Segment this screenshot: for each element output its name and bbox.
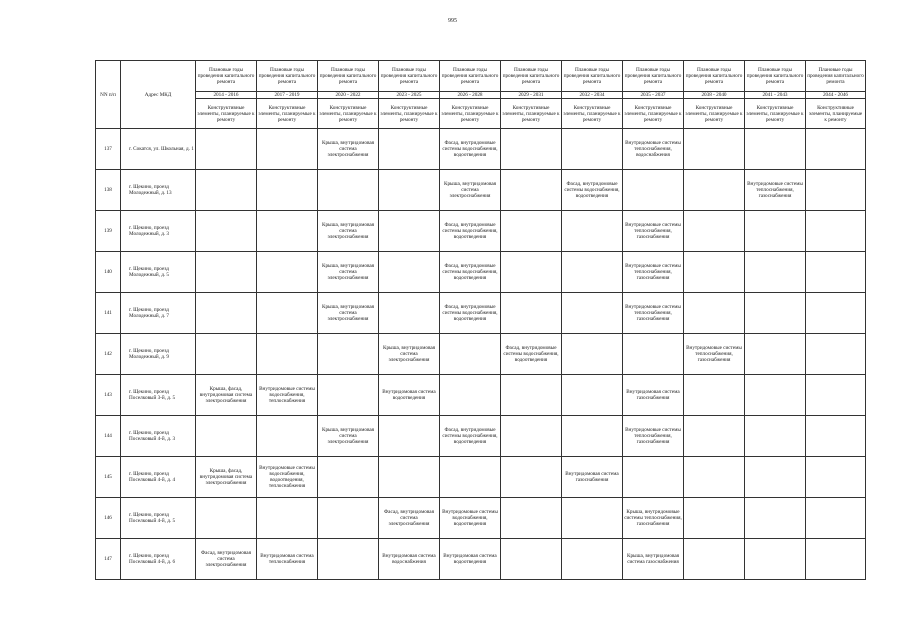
row-elements-cell: [806, 334, 866, 375]
header-period: 2032 - 2034: [562, 92, 623, 99]
row-elements-cell: [196, 129, 257, 170]
row-elements-cell: [440, 334, 501, 375]
table-row: [96, 375, 866, 416]
row-elements-cell: [257, 129, 318, 170]
row-elements-cell: [562, 375, 623, 416]
row-elements-cell: Внутридомовые системы теплоснабжения, газоснабжения: [623, 416, 684, 457]
row-elements-cell: Внутридомовая система газоснабжения: [562, 457, 623, 498]
row-elements-cell: Внутридомовые системы теплоснабжения, газоснабжения: [745, 170, 806, 211]
row-elements-cell: [806, 539, 866, 580]
row-elements-cell: [257, 334, 318, 375]
row-elements-cell: [379, 170, 440, 211]
header-period-title: Плановые годы проведения капитального ремонта: [501, 61, 562, 92]
row-elements-cell: Фасад, внутридомовые системы водоснабжения, водоотведения: [440, 129, 501, 170]
row-elements-cell: [745, 211, 806, 252]
row-elements-cell: [562, 293, 623, 334]
row-elements-cell: [501, 170, 562, 211]
row-elements-cell: [562, 498, 623, 539]
row-elements-cell: Крыша, внутридомовая система электроснабжения: [440, 170, 501, 211]
row-elements-cell: [684, 170, 745, 211]
row-number: 138: [96, 170, 121, 211]
row-elements-cell: Фасад, внутридомовая система электроснабжения: [379, 498, 440, 539]
row-elements-cell: Крыша, внутридомовая система электроснабжения: [379, 334, 440, 375]
row-number: 140: [96, 252, 121, 293]
table-row: [96, 457, 866, 498]
row-elements-cell: [745, 375, 806, 416]
row-elements-cell: Крыша, внутридомовая система газоснабжения: [623, 539, 684, 580]
table-row: [96, 129, 866, 170]
table-row: [96, 539, 866, 580]
row-elements-cell: [379, 129, 440, 170]
row-elements-cell: [379, 457, 440, 498]
row-elements-cell: Крыша, внутридомовая система электроснабжения: [318, 293, 379, 334]
row-elements-cell: [440, 457, 501, 498]
row-elements-cell: [745, 129, 806, 170]
table-row: [96, 170, 866, 211]
row-elements-cell: Крыша, фасад, внутридомовая система электроснабжения: [196, 375, 257, 416]
header-period-title: Плановые годы проведения капитального ремонта: [562, 61, 623, 92]
header-elements: Конструктивные элементы, планируемые к ремонту: [562, 99, 623, 129]
row-elements-cell: Внутридомовая система водоснабжения: [379, 539, 440, 580]
row-number: 141: [96, 293, 121, 334]
row-number: 145: [96, 457, 121, 498]
row-elements-cell: [684, 416, 745, 457]
row-elements-cell: [257, 293, 318, 334]
row-elements-cell: [684, 211, 745, 252]
row-number: 144: [96, 416, 121, 457]
row-elements-cell: [318, 498, 379, 539]
row-elements-cell: [806, 211, 866, 252]
header-elements: Конструктивные элементы, планируемые к ремонту: [745, 99, 806, 129]
row-elements-cell: [501, 293, 562, 334]
row-address: г. Щекино, проезд Поселковый 4-й, д. 5: [121, 498, 196, 539]
row-elements-cell: [623, 334, 684, 375]
row-elements-cell: [745, 293, 806, 334]
row-elements-cell: [196, 293, 257, 334]
row-elements-cell: [562, 211, 623, 252]
header-elements: Конструктивные элементы, планируемые к ремонту: [806, 99, 866, 129]
row-elements-cell: [684, 129, 745, 170]
row-address: г. Сокатся, ул. Школьная, д. 1: [121, 129, 196, 170]
row-elements-cell: [501, 539, 562, 580]
header-period: 2041 - 2043: [745, 92, 806, 99]
row-elements-cell: Крыша, внутридомовая система электроснабжения: [318, 211, 379, 252]
row-elements-cell: [745, 252, 806, 293]
row-elements-cell: Фасад, внутридомовые системы водоснабжения, водоотведения: [440, 211, 501, 252]
header-address: Адрес МКД: [121, 61, 196, 129]
header-period: 2020 - 2022: [318, 92, 379, 99]
row-elements-cell: [196, 416, 257, 457]
row-elements-cell: [257, 416, 318, 457]
row-elements-cell: Внутридомовые системы теплоснабжения, газоснабжения: [623, 293, 684, 334]
header-period-title: Плановые годы проведения капитального ремонта: [257, 61, 318, 92]
header-period: 2023 - 2025: [379, 92, 440, 99]
header-period: 2038 - 2040: [684, 92, 745, 99]
repair-schedule-table: [95, 60, 866, 580]
row-elements-cell: [379, 293, 440, 334]
header-period-title: Плановые годы проведения капитального ремонта: [806, 61, 866, 92]
row-elements-cell: Фасад, внутридомовые системы водоснабжения, водоотведения: [562, 170, 623, 211]
row-elements-cell: Внутридомовые системы теплоснабжения, газоснабжения: [623, 252, 684, 293]
row-elements-cell: Крыша, внутридомовая система электроснабжения: [318, 129, 379, 170]
header-elements: Конструктивные элементы, планируемые к ремонту: [257, 99, 318, 129]
row-elements-cell: [257, 211, 318, 252]
row-elements-cell: [440, 375, 501, 416]
row-elements-cell: Фасад, внутридомовые системы водоснабжения, водоотведения: [440, 252, 501, 293]
row-elements-cell: [257, 252, 318, 293]
row-number: 142: [96, 334, 121, 375]
row-elements-cell: [806, 252, 866, 293]
row-elements-cell: [562, 539, 623, 580]
row-elements-cell: [806, 457, 866, 498]
row-elements-cell: [806, 375, 866, 416]
row-address: г. Щекино, проезд Молодежный, д. 3: [121, 211, 196, 252]
table-row: [96, 498, 866, 539]
row-elements-cell: [257, 498, 318, 539]
row-elements-cell: Внутридомовые системы теплоснабжения, газоснабжения: [684, 334, 745, 375]
row-elements-cell: Фасад, внутридомовые системы водоснабжения, водоотведения: [440, 416, 501, 457]
table-row: [96, 293, 866, 334]
header-period-row: [96, 92, 866, 99]
row-elements-cell: [379, 211, 440, 252]
header-period: 2035 - 2037: [623, 92, 684, 99]
row-number: 147: [96, 539, 121, 580]
row-elements-cell: Внутридомовая система теплоснабжения: [257, 539, 318, 580]
row-elements-cell: Внутридомовая система водоотведения: [379, 375, 440, 416]
page-number: 995: [448, 18, 457, 24]
row-address: г. Щекино, проезд Поселковый 4-й, д. 3: [121, 416, 196, 457]
header-period: 2044 - 2046: [806, 92, 866, 99]
header-elements: Конструктивные элементы, планируемые к ремонту: [379, 99, 440, 129]
row-address: г. Щекино, проезд Молодежный, д. 5: [121, 252, 196, 293]
row-elements-cell: [562, 416, 623, 457]
row-elements-cell: [318, 334, 379, 375]
header-period: 2017 - 2019: [257, 92, 318, 99]
header-period-title: Плановые годы проведения капитального ремонта: [623, 61, 684, 92]
header-elements: Конструктивные элементы, планируемые к ремонту: [196, 99, 257, 129]
header-period-title: Плановые годы проведения капитального ремонта: [440, 61, 501, 92]
row-elements-cell: Фасад, внутридомовая система электроснабжения: [196, 539, 257, 580]
row-elements-cell: Внутридомовые системы теплоснабжения, газоснабжения: [623, 211, 684, 252]
row-address: г. Щекино, проезд Молодежный, д. 9: [121, 334, 196, 375]
row-elements-cell: [684, 539, 745, 580]
row-elements-cell: Внутридомовые системы водоснабжения, водоотведения: [440, 498, 501, 539]
row-elements-cell: Фасад, внутридомовые системы водоснабжения, водоотведения: [440, 293, 501, 334]
row-elements-cell: [562, 129, 623, 170]
header-period-title: Плановые годы проведения капитального ремонта: [318, 61, 379, 92]
header-elements: Конструктивные элементы, планируемые к ремонту: [440, 99, 501, 129]
row-elements-cell: Внутридомовые системы водоснабжения, водоотведения, теплоснабжения: [257, 457, 318, 498]
row-elements-cell: [562, 252, 623, 293]
row-elements-cell: [745, 539, 806, 580]
header-num: NN п/п: [96, 61, 121, 129]
row-elements-cell: [684, 457, 745, 498]
row-elements-cell: Крыша, внутридомовая система электроснабжения: [318, 416, 379, 457]
row-elements-cell: [806, 498, 866, 539]
row-elements-cell: [806, 416, 866, 457]
row-elements-cell: [501, 416, 562, 457]
row-elements-cell: [684, 293, 745, 334]
row-elements-cell: [684, 498, 745, 539]
row-elements-cell: [806, 170, 866, 211]
header-elements: Конструктивные элементы, планируемые к ремонту: [623, 99, 684, 129]
row-elements-cell: Фасад, внутридомовые системы водоснабжения, водоотведения: [501, 334, 562, 375]
row-address: г. Щекино, проезд Поселковый 4-й, д. 6: [121, 539, 196, 580]
header-elements-row: [96, 99, 866, 129]
row-elements-cell: Крыша, фасад, внутридомовая система электроснабжения: [196, 457, 257, 498]
table-row: [96, 211, 866, 252]
row-elements-cell: [501, 457, 562, 498]
row-address: г. Щекино, проезд Молодежный, д. 7: [121, 293, 196, 334]
row-elements-cell: Внутридомовые системы теплоснабжения, водоснабжения: [623, 129, 684, 170]
row-elements-cell: [501, 498, 562, 539]
row-elements-cell: [196, 252, 257, 293]
table-row: [96, 334, 866, 375]
row-elements-cell: [196, 334, 257, 375]
row-elements-cell: [257, 170, 318, 211]
header-period-title: Плановые годы проведения капитального ремонта: [684, 61, 745, 92]
row-elements-cell: Внутридомовая система водоотведения: [440, 539, 501, 580]
row-elements-cell: [806, 129, 866, 170]
row-number: 146: [96, 498, 121, 539]
header-elements: Конструктивные элементы, планируемые к ремонту: [684, 99, 745, 129]
row-elements-cell: [196, 211, 257, 252]
header-period: 2014 - 2016: [196, 92, 257, 99]
header-period-title: Плановые годы проведения капитального ремонта: [379, 61, 440, 92]
row-elements-cell: [745, 498, 806, 539]
row-elements-cell: [318, 375, 379, 416]
row-elements-cell: Крыша, внутридомовые системы теплоснабжения, газоснабжения: [623, 498, 684, 539]
table-row: [96, 416, 866, 457]
row-elements-cell: [562, 334, 623, 375]
row-number: 143: [96, 375, 121, 416]
row-address: г. Щекино, проезд Поселковый 4-й, д. 4: [121, 457, 196, 498]
row-elements-cell: [623, 170, 684, 211]
row-elements-cell: [501, 252, 562, 293]
row-address: г. Щекино, проезд Молодежный, д. 13: [121, 170, 196, 211]
row-elements-cell: [379, 416, 440, 457]
row-elements-cell: [318, 457, 379, 498]
header-period-title: Плановые годы проведения капитального ремонта: [745, 61, 806, 92]
row-address: г. Щекино, проезд Поселковый 3-й, д. 5: [121, 375, 196, 416]
row-elements-cell: [196, 498, 257, 539]
row-elements-cell: Внутридомовая система газоснабжения: [623, 375, 684, 416]
row-elements-cell: [196, 170, 257, 211]
header-period: 2029 - 2031: [501, 92, 562, 99]
row-elements-cell: [501, 211, 562, 252]
row-elements-cell: [501, 129, 562, 170]
row-elements-cell: Крыша, внутридомовая система электроснабжения: [318, 252, 379, 293]
row-elements-cell: [318, 539, 379, 580]
row-elements-cell: [623, 457, 684, 498]
row-elements-cell: [318, 170, 379, 211]
row-number: 139: [96, 211, 121, 252]
header-period: 2026 - 2028: [440, 92, 501, 99]
row-elements-cell: [745, 416, 806, 457]
row-number: 137: [96, 129, 121, 170]
table-row: [96, 252, 866, 293]
row-elements-cell: [745, 457, 806, 498]
row-elements-cell: [501, 375, 562, 416]
row-elements-cell: [379, 252, 440, 293]
header-title-row: [96, 61, 866, 92]
row-elements-cell: [745, 334, 806, 375]
row-elements-cell: Внутридомовые системы водоснабжения, теплоснабжения: [257, 375, 318, 416]
row-elements-cell: [806, 293, 866, 334]
header-elements: Конструктивные элементы, планируемые к ремонту: [318, 99, 379, 129]
row-elements-cell: [684, 375, 745, 416]
header-period-title: Плановые годы проведения капитального ремонта: [196, 61, 257, 92]
header-elements: Конструктивные элементы, планируемые к ремонту: [501, 99, 562, 129]
row-elements-cell: [684, 252, 745, 293]
